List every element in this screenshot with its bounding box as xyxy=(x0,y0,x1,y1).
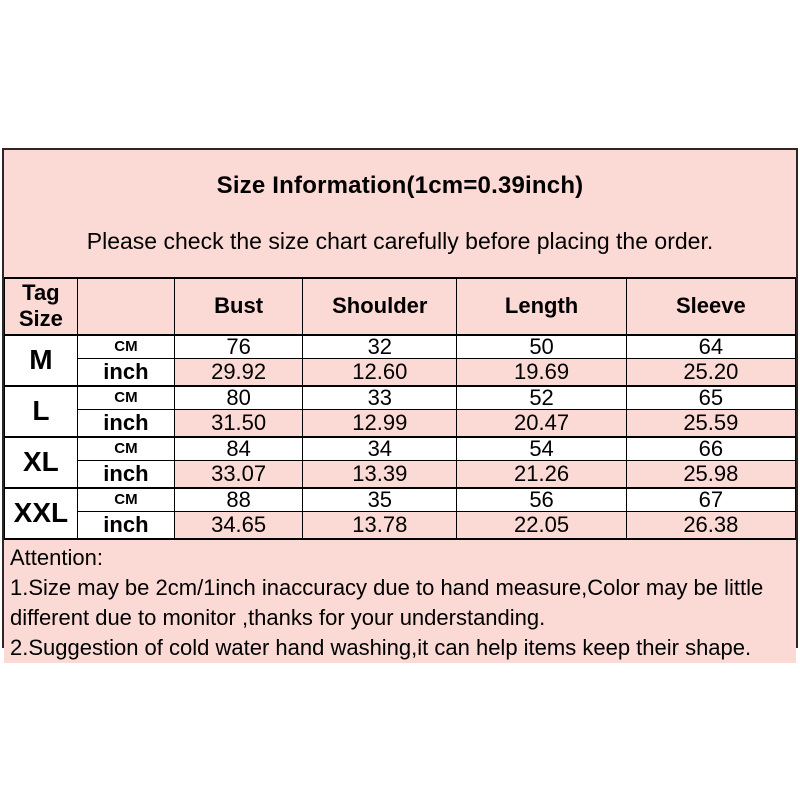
measurement-value-inch: 31.50 xyxy=(175,409,303,437)
measurement-value-inch: 34.65 xyxy=(175,511,303,538)
measurement-value-cm: 67 xyxy=(626,488,795,512)
measurement-value-inch: 12.60 xyxy=(303,358,457,386)
col-header-tag-size: Tag Size xyxy=(5,279,78,335)
header-row xyxy=(5,279,796,335)
row-xl-inch xyxy=(5,460,796,488)
size-label-xl: XL xyxy=(5,437,78,488)
measurement-value-cm: 66 xyxy=(626,437,795,461)
unit-label-cm: CM xyxy=(77,386,174,410)
size-label-l: L xyxy=(5,386,78,437)
measurement-value-cm: 65 xyxy=(626,386,795,410)
row-xxl-cm xyxy=(5,488,796,512)
row-m-inch xyxy=(5,358,796,386)
size-table xyxy=(4,278,796,539)
measurement-value-cm: 56 xyxy=(457,488,626,512)
unit-label-inch: inch xyxy=(77,409,174,437)
measurement-value-inch: 25.98 xyxy=(626,460,795,488)
size-table-body xyxy=(5,335,796,539)
measurement-value-cm: 33 xyxy=(303,386,457,410)
col-header-length: Length xyxy=(457,279,626,335)
measurement-value-inch: 25.59 xyxy=(626,409,795,437)
row-l-inch xyxy=(5,409,796,437)
attention-note-1: 1.Size may be 2cm/1inch inaccuracy due to hand measure,Color may be little different due to monitor ,thanks for your understanding. xyxy=(10,574,764,630)
measurement-value-inch: 22.05 xyxy=(457,511,626,538)
unit-label-cm: CM xyxy=(77,437,174,461)
unit-label-inch: inch xyxy=(77,358,174,386)
attention-section xyxy=(4,539,796,663)
measurement-value-inch: 13.39 xyxy=(303,460,457,488)
unit-label-inch: inch xyxy=(77,460,174,488)
attention-heading: Attention: xyxy=(10,544,103,570)
measurement-value-inch: 12.99 xyxy=(303,409,457,437)
measurement-value-cm: 34 xyxy=(303,437,457,461)
measurement-value-cm: 50 xyxy=(457,335,626,359)
size-info-panel xyxy=(2,148,798,660)
col-header-shoulder: Shoulder xyxy=(303,279,457,335)
measurement-value-inch: 21.26 xyxy=(457,460,626,488)
banner xyxy=(4,150,796,278)
measurement-value-inch: 25.20 xyxy=(626,358,795,386)
row-m-cm xyxy=(5,335,796,359)
measurement-value-inch: 33.07 xyxy=(175,460,303,488)
attention-note-2: 2.Suggestion of cold water hand washing,it can help items keep their shape. xyxy=(10,634,752,660)
measurement-value-cm: 84 xyxy=(175,437,303,461)
unit-label-cm: CM xyxy=(77,488,174,512)
measurement-value-cm: 80 xyxy=(175,386,303,410)
measurement-value-cm: 35 xyxy=(303,488,457,512)
panel-subtitle: Please check the size chart carefully before placing the order. xyxy=(86,228,714,254)
measurement-value-inch: 26.38 xyxy=(626,511,795,538)
measurement-value-inch: 20.47 xyxy=(457,409,626,437)
measurement-value-cm: 64 xyxy=(626,335,795,359)
unit-label-cm: CM xyxy=(77,335,174,359)
measurement-value-cm: 32 xyxy=(303,335,457,359)
size-label-m: M xyxy=(5,335,78,386)
measurement-value-cm: 52 xyxy=(457,386,626,410)
col-header-unit xyxy=(77,279,174,335)
row-xxl-inch xyxy=(5,511,796,538)
col-header-bust: Bust xyxy=(175,279,303,335)
panel-title: Size Information(1cm=0.39inch) xyxy=(216,172,584,199)
row-xl-cm xyxy=(5,437,796,461)
measurement-value-cm: 76 xyxy=(175,335,303,359)
measurement-value-cm: 54 xyxy=(457,437,626,461)
size-label-xxl: XXL xyxy=(5,488,78,539)
measurement-value-inch: 29.92 xyxy=(175,358,303,386)
unit-label-inch: inch xyxy=(77,511,174,538)
row-l-cm xyxy=(5,386,796,410)
measurement-value-inch: 13.78 xyxy=(303,511,457,538)
measurement-value-cm: 88 xyxy=(175,488,303,512)
col-header-sleeve: Sleeve xyxy=(626,279,795,335)
measurement-value-inch: 19.69 xyxy=(457,358,626,386)
